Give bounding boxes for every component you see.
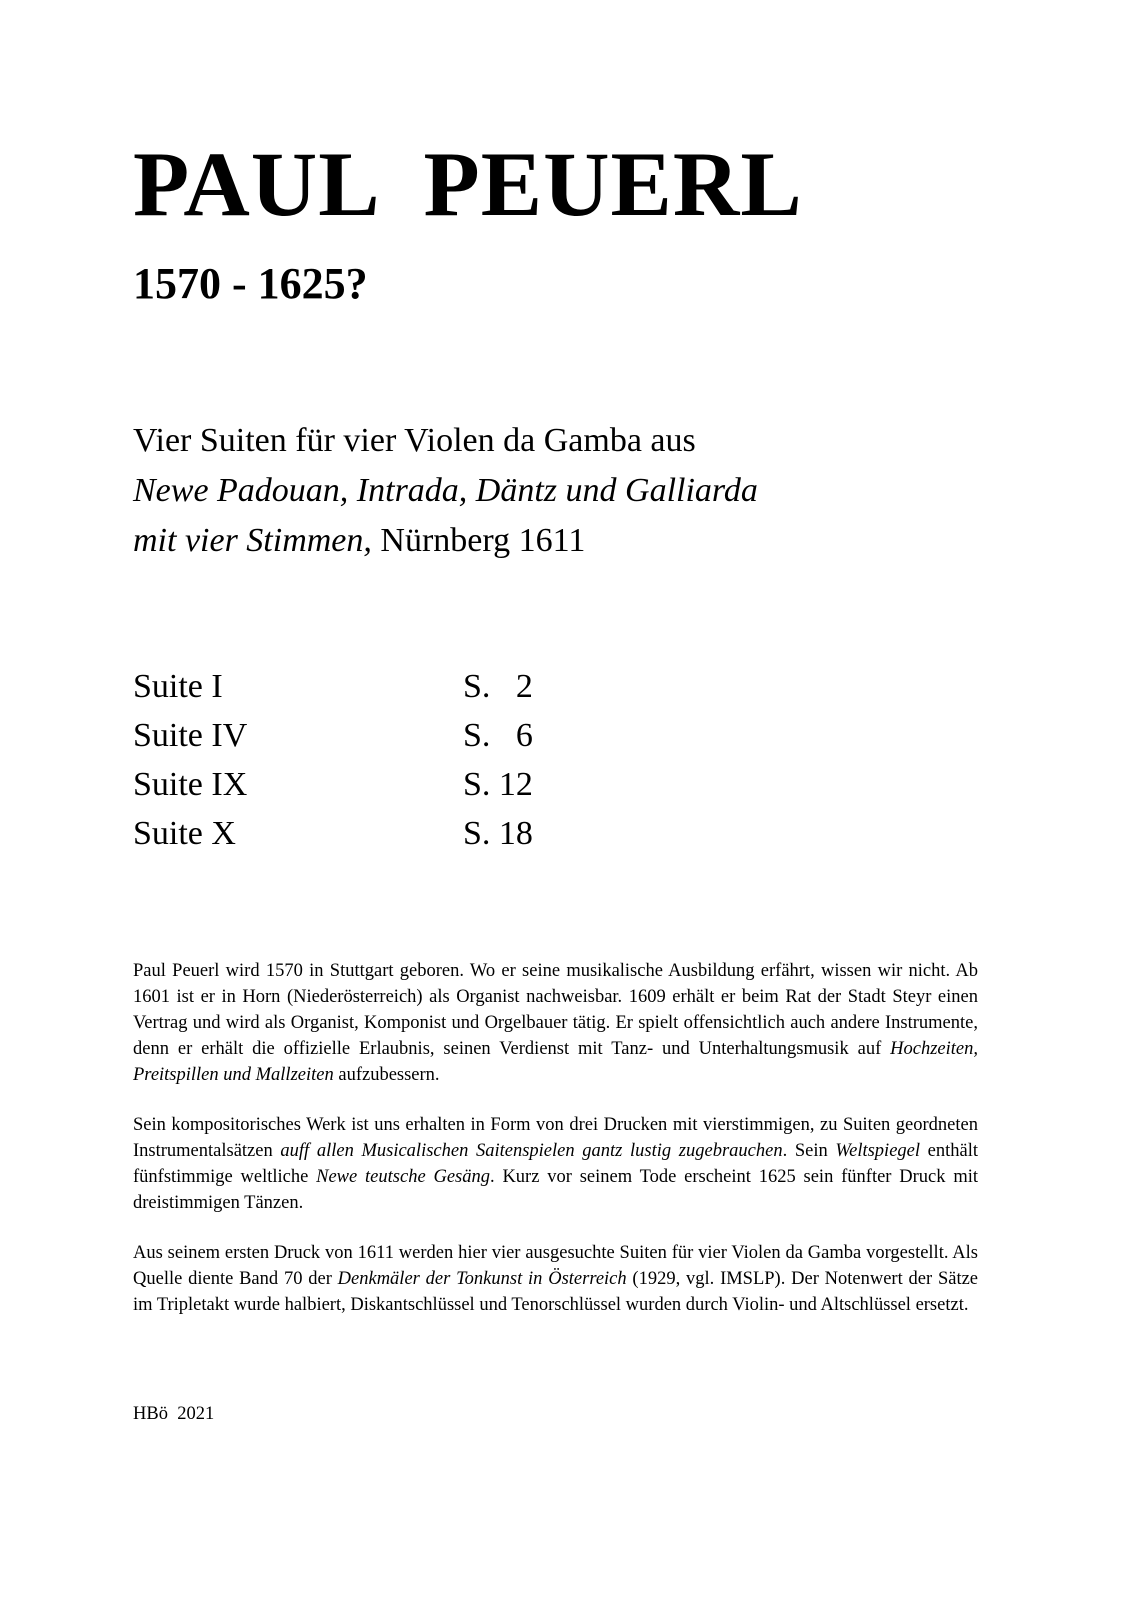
paragraph-italic: Newe teutsche Gesäng [316, 1167, 490, 1187]
paragraph-text: Aus seinem ersten Druck von 1611 werden hier vier ausgesuchte Suiten für vier Violen da Gamba vorgestellt. Als Quelle diente Band 70 der [133, 1243, 978, 1289]
subtitle-line-1: Vier Suiten für vier Violen da Gamba aus [133, 422, 696, 459]
paragraph-edition [133, 1240, 978, 1318]
subtitle-title-italic: Newe Padouan, Intrada, Däntz und Galliarda [133, 472, 758, 509]
paragraph-biography [133, 958, 978, 1088]
paragraph-text: Paul Peuerl wird 1570 in Stuttgart geboren. Wo er seine musikalische Ausbildung erfährt, wissen wir nicht. Ab 1601 ist er in Horn (Niederösterreich) als Organist nachweisbar. 1609 erhält er beim Rat der Stadt Steyr einen Vertrag und wird als Organist, Komponist und Orgelbauer tätig. Er spielt offensichtlich auch andere Instrumente, denn er erhält die offizielle Erlaubnis, seinen Verdienst mit Tanz- und Unterhaltungsmusik auf [133, 961, 978, 1059]
paragraph-italic: Weltspiegel [835, 1141, 921, 1161]
toc-page-number: S. 6 [463, 717, 533, 754]
toc-row [133, 760, 733, 809]
table-of-contents [133, 662, 733, 858]
subtitle-place-year: Nürnberg 1611 [371, 522, 586, 559]
toc-page-number: S. 18 [463, 815, 533, 852]
subtitle-line-2 [133, 466, 1033, 516]
paragraph-italic: auff allen Musicalischen Saitenspielen gantz lustig zugebrauchen [280, 1141, 783, 1161]
paragraph-text: enthält fünfstimmige weltliche [133, 1141, 979, 1187]
biography-text [133, 958, 978, 1342]
subtitle-line-3 [133, 516, 1033, 566]
paragraph-text: aufzubessern. [333, 1065, 440, 1085]
composer-name: PAUL PEUERL [133, 133, 803, 235]
paragraph-italic: Hochzeiten, Preitspillen und Mallzeiten [133, 1039, 978, 1085]
toc-page-number: S. 12 [463, 766, 533, 803]
paragraph-text: . Sein [782, 1141, 836, 1161]
toc-suite-name: Suite IX [133, 766, 248, 803]
composer-dates: 1570 - 1625? [133, 259, 368, 308]
toc-suite-name: Suite IV [133, 717, 248, 754]
work-subtitle [133, 416, 1033, 566]
toc-row [133, 662, 733, 711]
toc-row [133, 711, 733, 760]
toc-suite-name: Suite I [133, 668, 223, 705]
subtitle-title-italic-end: mit vier Stimmen, [133, 522, 372, 559]
paragraph-italic: Denkmäler der Tonkunst in Österreich [337, 1269, 627, 1289]
toc-suite-name: Suite X [133, 815, 236, 852]
toc-page-number: S. 2 [463, 668, 533, 705]
paragraph-text: . Kurz vor seinem Tode erscheint 1625 sein fünfter Druck mit dreistimmigen Tänzen. [133, 1167, 978, 1213]
paragraph-text: (1929, vgl. IMSLP). Der Notenwert der Sätze im Tripletakt wurde halbiert, Diskantschlüssel und Tenorschlüssel wurden durch Violin- und Altschlüssel ersetzt. [133, 1269, 979, 1315]
editor-signature: HBö 2021 [133, 1404, 215, 1424]
toc-row [133, 809, 733, 858]
paragraph-text: Sein kompositorisches Werk ist uns erhalten in Form von drei Drucken mit vierstimmigen, zu Suiten geordneten Instrumentalsätzen [133, 1115, 978, 1161]
paragraph-works [133, 1112, 978, 1216]
